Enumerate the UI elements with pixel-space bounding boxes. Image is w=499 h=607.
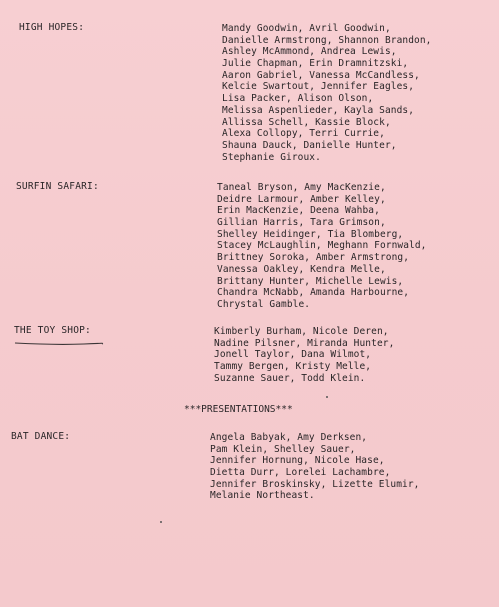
ink-dot <box>326 396 328 398</box>
name-line: Gillian Harris, Tara Grimson, <box>217 217 386 229</box>
section-names-high-hopes <box>222 23 432 163</box>
name-line: Jennifer Hornung, Nicole Hase, <box>210 455 385 467</box>
name-line: Melissa Aspenlieder, Kayla Sands, <box>222 104 415 116</box>
name-line: Angela Babyak, Amy Derksen, <box>210 432 368 443</box>
name-line: Dietta Durr, Lorelei Lachambre, <box>210 467 391 479</box>
section-label-surfin-safari: SURFIN SAFARI: <box>16 181 99 192</box>
name-line: Danielle Armstrong, Shannon Brandon, <box>222 34 432 46</box>
name-line: Shauna Dauck, Danielle Hunter, <box>222 139 397 151</box>
name-line: Melanie Northeast. <box>210 490 315 502</box>
name-line: Kelcie Swartout, Jennifer Eagles, <box>222 81 415 93</box>
name-line: Erin MacKenzie, Deena Wahba, <box>217 205 380 217</box>
name-line: Brittney Soroka, Amber Armstrong, <box>217 252 410 264</box>
section-label-high-hopes: HIGH HOPES: <box>19 22 85 33</box>
presentations-heading: ***PRESENTATIONS*** <box>184 404 293 415</box>
section-label-bat-dance: BAT DANCE: <box>11 431 71 442</box>
name-line: Kimberly Burham, Nicole Deren, <box>214 326 389 337</box>
ink-dot <box>160 521 162 523</box>
name-line: Allissa Schell, Kassie Block, <box>222 116 391 128</box>
name-line: Julie Chapman, Erin Dramnitzski, <box>222 58 409 70</box>
name-line: Chandra McNabb, Amanda Harbourne, <box>217 287 410 299</box>
name-line: Pam Klein, Shelley Sauer, <box>210 443 356 455</box>
name-line: Deidre Larmour, Amber Kelley, <box>217 193 386 205</box>
section-names-surfin-safari <box>217 182 427 311</box>
name-line: Suzanne Sauer, Todd Klein. <box>214 372 366 384</box>
pen-underline <box>14 340 104 348</box>
name-line: Nadine Pilsner, Miranda Hunter, <box>214 337 395 349</box>
name-line: Aaron Gabriel, Vanessa McCandless, <box>222 69 420 81</box>
name-line: Tammy Bergen, Kristy Melle, <box>214 361 372 373</box>
name-line: Mandy Goodwin, Avril Goodwin, <box>222 23 391 34</box>
section-names-toy-shop <box>214 326 394 384</box>
name-line: Stephanie Giroux. <box>222 151 321 163</box>
name-line: Jennifer Broskinsky, Lizette Elumir, <box>210 478 420 490</box>
name-line: Stacey McLaughlin, Meghann Fornwald, <box>217 240 427 252</box>
section-names-bat-dance <box>210 432 420 502</box>
section-label-toy-shop: THE TOY SHOP: <box>14 325 91 336</box>
name-line: Jonell Taylor, Dana Wilmot, <box>214 349 372 361</box>
name-line: Chrystal Gamble. <box>217 298 311 310</box>
name-line: Ashley McAmmond, Andrea Lewis, <box>222 46 397 58</box>
name-line: Taneal Bryson, Amy MacKenzie, <box>217 182 386 193</box>
name-line: Lisa Packer, Alison Olson, <box>222 93 374 105</box>
name-line: Brittany Hunter, Michelle Lewis, <box>217 275 404 287</box>
name-line: Alexa Collopy, Terri Currie, <box>222 128 385 140</box>
name-line: Shelley Heidinger, Tia Blomberg, <box>217 228 404 240</box>
name-line: Vanessa Oakley, Kendra Melle, <box>217 263 386 275</box>
